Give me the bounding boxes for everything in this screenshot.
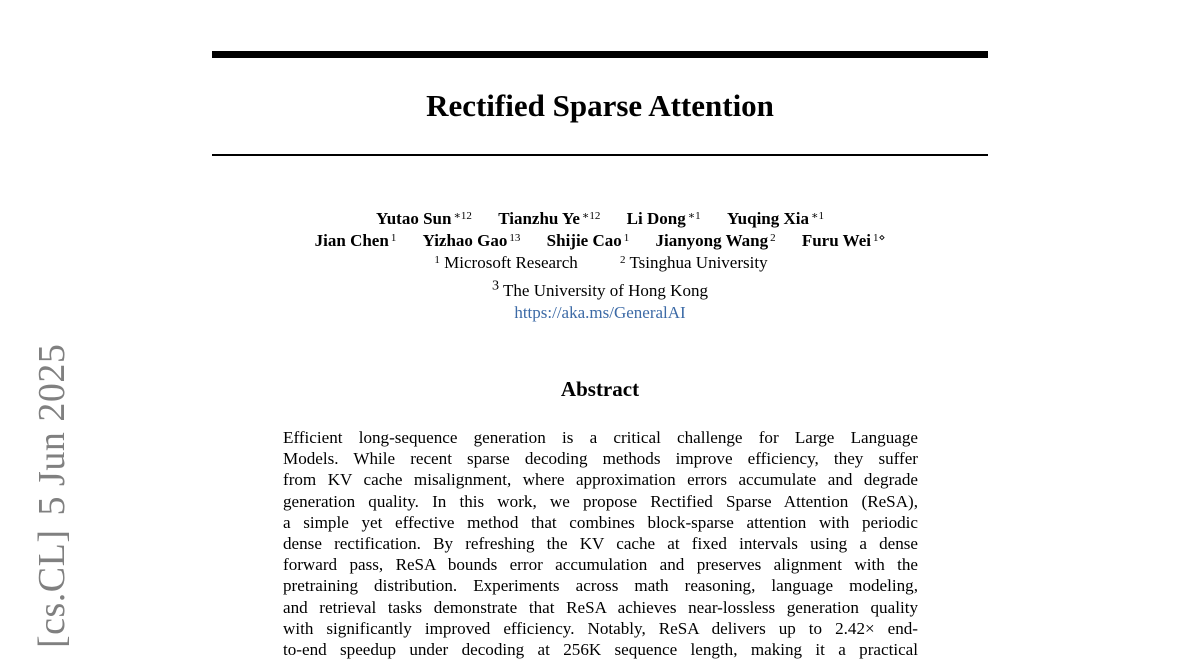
abstract-line: forward pass, ReSA bounds error accumulation and preserves alignment with the bbox=[283, 555, 918, 575]
author-affiliation-mark: 13 bbox=[509, 232, 521, 244]
abstract-line: with significantly improved efficiency. Notably, ReSA delivers up to 2.42× end- bbox=[283, 618, 918, 638]
author bbox=[727, 209, 824, 228]
author bbox=[423, 231, 521, 250]
affiliation bbox=[492, 277, 708, 300]
author bbox=[315, 231, 397, 250]
affiliation bbox=[618, 253, 768, 272]
title-top-rule bbox=[212, 51, 988, 58]
abstract-body bbox=[283, 427, 918, 660]
abstract-line: generation quality. In this work, we propose Rectified Sparse Attention (ReSA), bbox=[283, 491, 918, 511]
author-affiliation-mark: ∗12 bbox=[581, 210, 601, 222]
author-row bbox=[212, 230, 988, 252]
author-row bbox=[212, 208, 988, 230]
affiliation-name: Microsoft Research bbox=[444, 253, 578, 272]
abstract-line: dense rectification. By refreshing the KV cache at fixed intervals using a dense bbox=[283, 534, 918, 554]
author-affiliation-mark: ∗1 bbox=[687, 210, 701, 222]
abstract-line: pretraining distribution. Experiments across math reasoning, language modeling, bbox=[283, 576, 918, 596]
arxiv-date: 5 Jun 2025 bbox=[31, 343, 73, 516]
author bbox=[802, 231, 886, 250]
affiliation-row bbox=[212, 252, 988, 274]
abstract-line: and retrieval tasks demonstrate that ReSA achieves near-lossless generation quality bbox=[283, 597, 918, 617]
affiliation-mark: 3 bbox=[492, 277, 500, 293]
author-name: Shijie Cao bbox=[546, 231, 622, 250]
arxiv-stamp bbox=[31, 330, 73, 648]
paper-title: Rectified Sparse Attention bbox=[426, 88, 774, 123]
affiliation-row bbox=[212, 274, 988, 302]
affiliation bbox=[432, 253, 577, 272]
author bbox=[547, 231, 630, 250]
author bbox=[376, 209, 472, 228]
author bbox=[656, 231, 776, 250]
author bbox=[498, 209, 600, 228]
author-name: Furu Wei bbox=[801, 231, 871, 250]
author-affiliation-mark: 1 bbox=[390, 232, 397, 244]
author-name: Yutao Sun bbox=[376, 209, 452, 228]
abstract-line: from KV cache misalignment, where approximation errors accumulate and degrade bbox=[283, 470, 918, 490]
project-link[interactable]: https://aka.ms/GeneralAI bbox=[514, 302, 686, 322]
author-affiliation-mark: ∗12 bbox=[453, 210, 472, 222]
author-affiliation-mark: 2 bbox=[770, 232, 776, 244]
author-affiliation-mark: ∗1 bbox=[811, 210, 824, 222]
author-block bbox=[212, 208, 988, 324]
author bbox=[627, 209, 701, 228]
abstract-line: Efficient long-sequence generation is a critical challenge for Large Language bbox=[283, 428, 918, 447]
affiliation-mark: 1 bbox=[434, 254, 440, 266]
affiliation-name: The University of Hong Kong bbox=[503, 280, 708, 300]
arxiv-category: [cs.CL] bbox=[31, 529, 73, 648]
title-bottom-rule bbox=[212, 154, 988, 156]
author-name: Jian Chen bbox=[314, 231, 389, 250]
abstract-line: Models. While recent sparse decoding methods improve efficiency, they suffer bbox=[283, 449, 918, 469]
abstract-heading: Abstract bbox=[560, 377, 640, 401]
affiliation-name: Tsinghua University bbox=[629, 253, 768, 272]
affiliation-mark: 2 bbox=[620, 254, 626, 266]
author-name: Li Dong bbox=[626, 209, 686, 228]
author-name: Jianyong Wang bbox=[655, 231, 769, 250]
author-name: Yuqing Xia bbox=[726, 209, 809, 228]
abstract-line: to-end speedup under decoding at 256K sequence length, making it a practical bbox=[283, 640, 918, 660]
author-name: Yizhao Gao bbox=[422, 231, 508, 250]
author-affiliation-mark: 1⋄ bbox=[872, 232, 886, 244]
author-name: Tianzhu Ye bbox=[498, 209, 580, 228]
project-link-row bbox=[212, 302, 988, 324]
abstract-line: a simple yet effective method that combines block-sparse attention with periodic bbox=[283, 512, 918, 532]
author-affiliation-mark: 1 bbox=[623, 232, 630, 244]
